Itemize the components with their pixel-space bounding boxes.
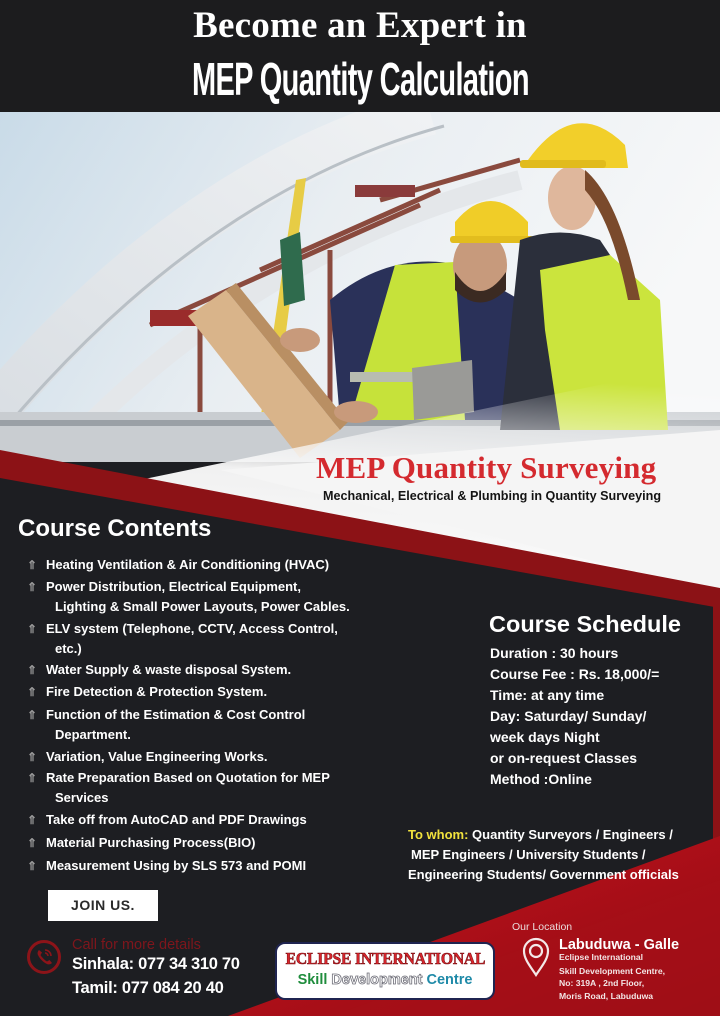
item-text: Material Purchasing Process(BIO)	[46, 835, 256, 850]
course-contents-heading: Course Contents	[18, 515, 212, 542]
audience-label: To whom:	[408, 827, 469, 842]
logo-centre: Centre	[426, 972, 473, 988]
item-text: Fire Detection & Protection System.	[46, 684, 268, 699]
course-subtitle: Mechanical, Electrical & Plumbing in Quantity Surveying	[323, 489, 662, 503]
double-up-arrow-icon: ⇑	[27, 558, 38, 572]
item-text: Function of the Estimation & Cost Control	[46, 707, 306, 722]
address-line: Moris Road, Labuduwa	[559, 991, 654, 1001]
item-text-continued: etc.)	[55, 641, 82, 656]
address-line: Eclipse International	[559, 952, 644, 962]
double-up-arrow-icon: ⇑	[27, 580, 38, 594]
schedule-day-cont: week days Night	[490, 729, 600, 745]
course-content-item	[27, 833, 256, 853]
double-up-arrow-icon: ⇑	[27, 622, 38, 636]
double-up-arrow-icon: ⇑	[27, 836, 38, 850]
double-up-arrow-icon: ⇑	[27, 663, 38, 677]
course-content-item	[27, 747, 268, 767]
eclipse-logo	[275, 942, 495, 1000]
join-us-button[interactable]: JOIN US.	[48, 890, 158, 921]
audience-text: Quantity Surveyors / Engineers /	[468, 827, 673, 842]
phone-tamil[interactable]: Tamil: 077 084 20 40	[72, 979, 224, 997]
schedule-day: Day: Saturday/ Sunday/	[490, 708, 647, 724]
double-up-arrow-icon: ⇑	[27, 771, 38, 785]
headline-line2: MEP Quantity Calculation	[191, 53, 529, 105]
course-schedule-heading: Course Schedule	[489, 611, 681, 637]
course-content-item	[27, 705, 305, 744]
item-text: Take off from AutoCAD and PDF Drawings	[46, 812, 307, 827]
location-label: Our Location	[512, 921, 573, 933]
item-text: Variation, Value Engineering Works.	[46, 749, 268, 764]
schedule-day-cont2: or on-request Classes	[490, 750, 638, 766]
logo-subtitle	[277, 972, 493, 988]
item-text: Measurement Using by SLS 573 and POMI	[46, 858, 307, 873]
location-city: Labuduwa - Galle	[559, 937, 680, 953]
call-label: Call for more details	[72, 937, 201, 953]
double-up-arrow-icon: ⇑	[27, 813, 38, 827]
phone-glyph-icon	[30, 943, 58, 971]
item-text-continued: Lighting & Small Power Layouts, Power Cables.	[55, 599, 350, 614]
course-content-item	[27, 577, 350, 616]
schedule-time: Time: at any time	[490, 687, 605, 703]
address-line: Skill Development Centre,	[559, 966, 666, 976]
phone-icon	[27, 940, 61, 974]
map-pin-icon	[521, 937, 551, 977]
course-title: MEP Quantity Surveying	[316, 450, 657, 485]
audience-line3: Engineering Students/ Government officials	[408, 867, 679, 882]
red-right-edge	[713, 600, 720, 850]
course-content-item	[27, 810, 307, 830]
course-content-item	[27, 619, 338, 658]
double-up-arrow-icon: ⇑	[27, 750, 38, 764]
double-up-arrow-icon: ⇑	[27, 859, 38, 873]
logo-title: ECLIPSE INTERNATIONAL	[285, 949, 486, 968]
schedule-fee: Course Fee : Rs. 18,000/=	[490, 666, 660, 682]
phone-sinhala[interactable]: Sinhala: 077 34 310 70	[72, 955, 240, 973]
item-text: Power Distribution, Electrical Equipment,	[46, 579, 301, 594]
item-text: ELV system (Telephone, CCTV, Access Control,	[46, 621, 338, 636]
course-content-item	[27, 660, 291, 680]
double-up-arrow-icon: ⇑	[27, 708, 38, 722]
course-content-item	[27, 555, 329, 575]
item-text-continued: Services	[55, 790, 109, 805]
headline-line1: Become an Expert in	[193, 5, 527, 46]
audience-line2: MEP Engineers / University Students /	[411, 847, 646, 862]
address-line: No: 319A , 2nd Floor,	[559, 978, 645, 988]
item-text: Rate Preparation Based on Quotation for MEP	[46, 770, 330, 785]
item-text-continued: Department.	[55, 727, 131, 742]
audience-line1	[408, 826, 673, 844]
logo-development: Development	[327, 972, 427, 988]
schedule-duration: Duration : 30 hours	[490, 645, 619, 661]
course-content-item	[27, 768, 330, 807]
double-up-arrow-icon: ⇑	[27, 685, 38, 699]
item-text: Heating Ventilation & Air Conditioning (HVAC)	[46, 557, 330, 572]
course-content-item	[27, 856, 306, 876]
item-text: Water Supply & waste disposal System.	[46, 662, 292, 677]
course-content-item	[27, 682, 267, 702]
logo-skill: Skill	[297, 972, 328, 988]
schedule-method: Method :Online	[490, 771, 592, 787]
